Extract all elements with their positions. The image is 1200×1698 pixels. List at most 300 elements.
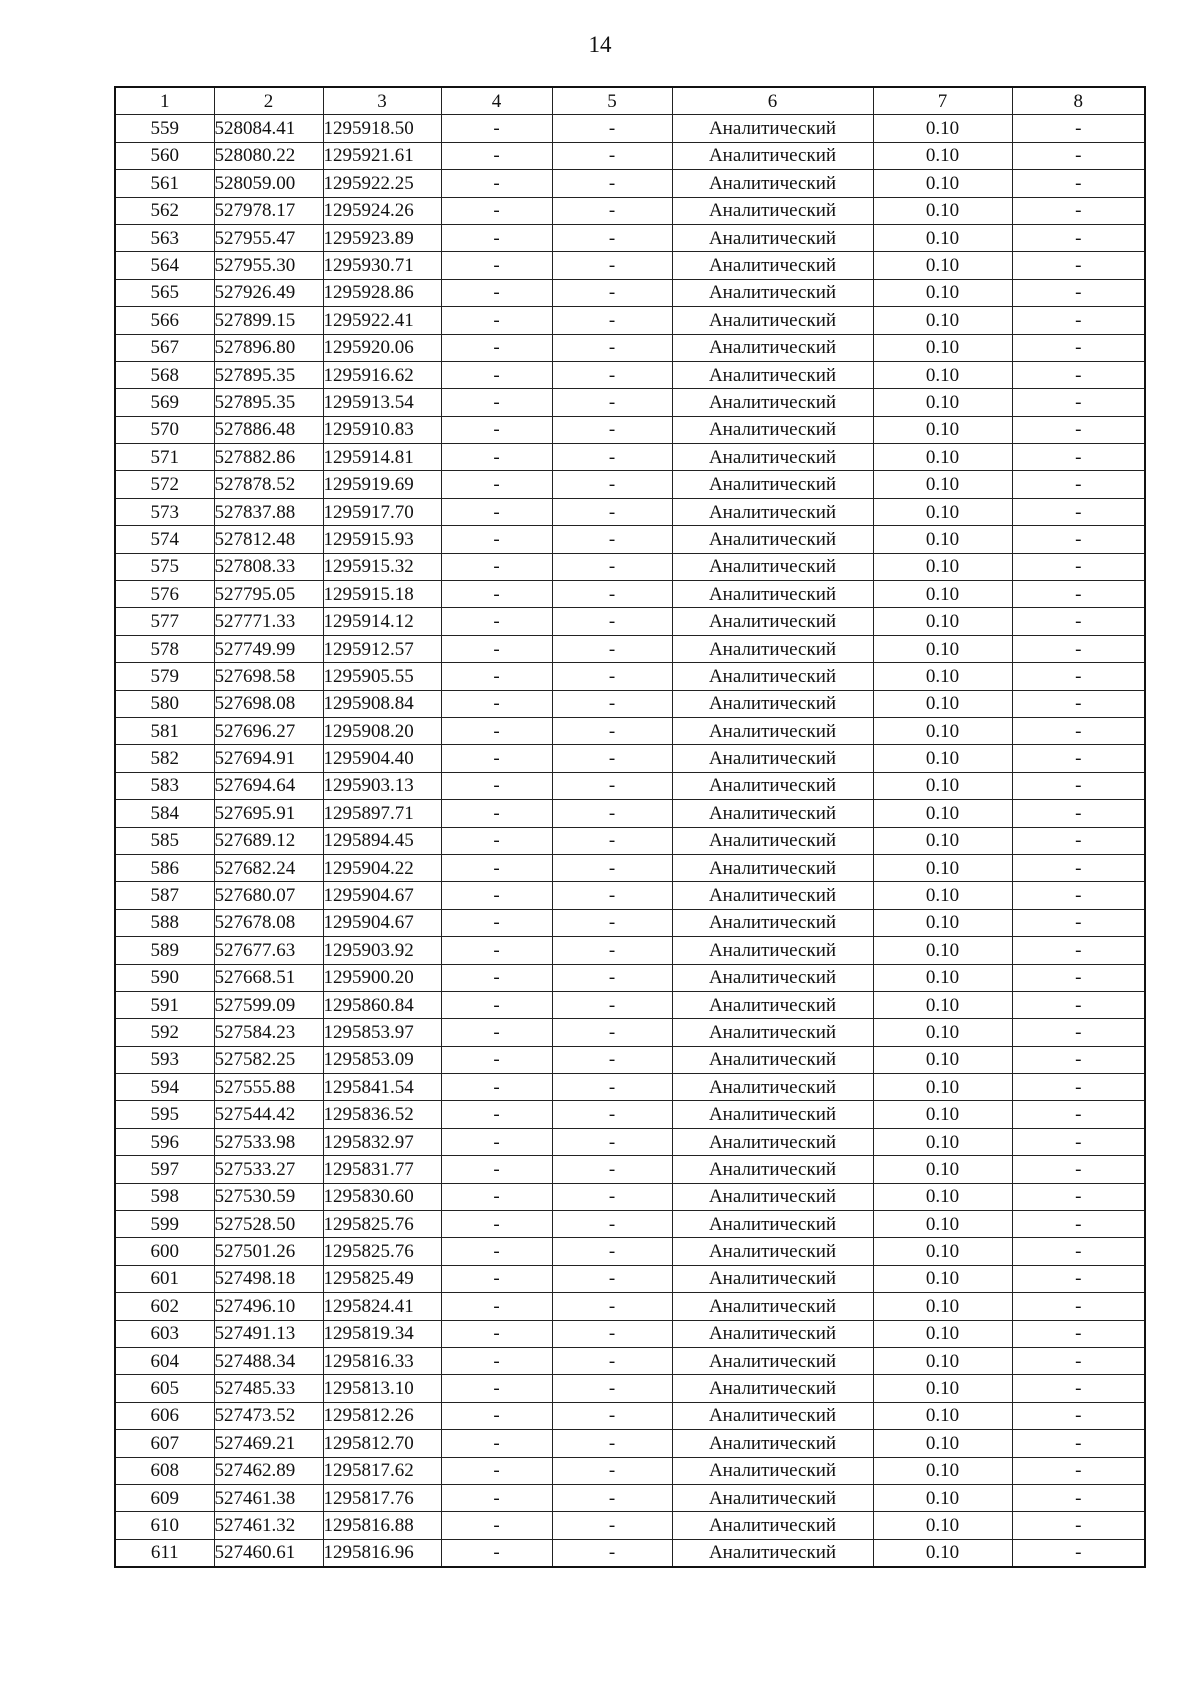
coordinate-y-cell: 1295900.20 [323,964,441,991]
point-number-cell: 577 [115,608,214,635]
accuracy-cell: 0.10 [873,1183,1012,1210]
coordinate-y-cell: 1295923.89 [323,224,441,251]
coordinate-x-cell: 528080.22 [214,142,323,169]
column-8-cell: - [1012,635,1145,662]
column-8-cell: - [1012,991,1145,1018]
column-4-cell: - [441,170,552,197]
table-row [115,471,1145,498]
point-number-cell: 563 [115,224,214,251]
column-8-cell: - [1012,389,1145,416]
method-cell: Аналитический [672,663,873,690]
coordinate-y-cell: 1295860.84 [323,991,441,1018]
column-5-cell: - [552,1211,672,1238]
method-cell: Аналитический [672,142,873,169]
column-4-cell: - [441,471,552,498]
point-number-cell: 571 [115,444,214,471]
coordinate-x-cell: 527491.13 [214,1320,323,1347]
table-row [115,663,1145,690]
coordinate-x-cell: 527955.47 [214,224,323,251]
method-cell: Аналитический [672,608,873,635]
coordinate-x-cell: 527882.86 [214,444,323,471]
coordinate-y-cell: 1295819.34 [323,1320,441,1347]
table-row [115,1484,1145,1511]
table-row [115,745,1145,772]
accuracy-cell: 0.10 [873,1402,1012,1429]
coordinate-y-cell: 1295825.76 [323,1238,441,1265]
column-4-cell: - [441,581,552,608]
point-number-cell: 596 [115,1128,214,1155]
column-5-cell: - [552,690,672,717]
column-4-cell: - [441,279,552,306]
column-4-cell: - [441,1375,552,1402]
coordinate-y-cell: 1295853.09 [323,1046,441,1073]
point-number-cell: 566 [115,307,214,334]
coordinate-x-cell: 527978.17 [214,197,323,224]
column-8-cell: - [1012,882,1145,909]
header-row [115,87,1145,115]
column-5-cell: - [552,1347,672,1374]
coordinate-x-cell: 527668.51 [214,964,323,991]
column-5-cell: - [552,937,672,964]
column-5-cell: - [552,827,672,854]
coordinate-y-cell: 1295894.45 [323,827,441,854]
column-8-cell: - [1012,1375,1145,1402]
method-cell: Аналитический [672,581,873,608]
column-8-cell: - [1012,717,1145,744]
accuracy-cell: 0.10 [873,608,1012,635]
coordinate-y-cell: 1295922.25 [323,170,441,197]
column-8-cell: - [1012,690,1145,717]
column-4-cell: - [441,854,552,881]
column-4-cell: - [441,224,552,251]
column-5-cell: - [552,197,672,224]
column-5-cell: - [552,882,672,909]
coordinate-y-cell: 1295903.13 [323,772,441,799]
accuracy-cell: 0.10 [873,361,1012,388]
column-5-cell: - [552,1484,672,1511]
column-8-cell: - [1012,1457,1145,1484]
column-5-cell: - [552,1512,672,1539]
coordinate-x-cell: 527530.59 [214,1183,323,1210]
column-8-cell: - [1012,1128,1145,1155]
method-cell: Аналитический [672,1019,873,1046]
method-cell: Аналитический [672,526,873,553]
coordinate-y-cell: 1295832.97 [323,1128,441,1155]
point-number-cell: 582 [115,745,214,772]
column-8-cell: - [1012,1211,1145,1238]
coordinate-x-cell: 527771.33 [214,608,323,635]
column-8-cell: - [1012,471,1145,498]
column-5-cell: - [552,1430,672,1457]
column-8-cell: - [1012,1320,1145,1347]
point-number-cell: 587 [115,882,214,909]
coordinate-x-cell: 527694.91 [214,745,323,772]
table-row [115,197,1145,224]
table-row [115,224,1145,251]
method-cell: Аналитический [672,800,873,827]
column-4-cell: - [441,498,552,525]
accuracy-cell: 0.10 [873,882,1012,909]
column-5-cell: - [552,635,672,662]
method-cell: Аналитический [672,1347,873,1374]
coordinate-y-cell: 1295930.71 [323,252,441,279]
column-5-cell: - [552,717,672,744]
column-4-cell: - [441,1156,552,1183]
coordinate-x-cell: 527678.08 [214,909,323,936]
column-8-cell: - [1012,937,1145,964]
coordinate-y-cell: 1295908.84 [323,690,441,717]
point-number-cell: 561 [115,170,214,197]
column-5-cell: - [552,909,672,936]
accuracy-cell: 0.10 [873,717,1012,744]
coordinate-y-cell: 1295924.26 [323,197,441,224]
column-5-cell: - [552,964,672,991]
accuracy-cell: 0.10 [873,800,1012,827]
column-8-cell: - [1012,1347,1145,1374]
column-4-cell: - [441,1074,552,1101]
accuracy-cell: 0.10 [873,772,1012,799]
method-cell: Аналитический [672,745,873,772]
coordinate-y-cell: 1295922.41 [323,307,441,334]
column-8-cell: - [1012,1512,1145,1539]
column-5-cell: - [552,772,672,799]
column-4-cell: - [441,444,552,471]
table-row [115,389,1145,416]
coordinate-y-cell: 1295817.62 [323,1457,441,1484]
column-4-cell: - [441,416,552,443]
column-4-cell: - [441,772,552,799]
column-8-cell: - [1012,142,1145,169]
column-5-cell: - [552,1128,672,1155]
point-number-cell: 605 [115,1375,214,1402]
coordinate-y-cell: 1295813.10 [323,1375,441,1402]
accuracy-cell: 0.10 [873,389,1012,416]
column-5-cell: - [552,991,672,1018]
coordinate-y-cell: 1295920.06 [323,334,441,361]
column-4-cell: - [441,334,552,361]
coordinate-x-cell: 527544.42 [214,1101,323,1128]
point-number-cell: 608 [115,1457,214,1484]
column-8-cell: - [1012,581,1145,608]
coordinate-x-cell: 527696.27 [214,717,323,744]
point-number-cell: 586 [115,854,214,881]
coordinate-y-cell: 1295917.70 [323,498,441,525]
table-row [115,1293,1145,1320]
column-5-cell: - [552,444,672,471]
point-number-cell: 578 [115,635,214,662]
table-row [115,307,1145,334]
coordinate-x-cell: 527955.30 [214,252,323,279]
coordinate-x-cell: 527926.49 [214,279,323,306]
method-cell: Аналитический [672,553,873,580]
method-cell: Аналитический [672,389,873,416]
coordinate-x-cell: 527812.48 [214,526,323,553]
column-5-cell: - [552,279,672,306]
table-row [115,279,1145,306]
column-4-cell: - [441,1484,552,1511]
column-4-cell: - [441,1019,552,1046]
accuracy-cell: 0.10 [873,964,1012,991]
point-number-cell: 583 [115,772,214,799]
method-cell: Аналитический [672,635,873,662]
column-8-cell: - [1012,1539,1145,1567]
method-cell: Аналитический [672,1320,873,1347]
table-row [115,991,1145,1018]
method-cell: Аналитический [672,690,873,717]
accuracy-cell: 0.10 [873,854,1012,881]
column-5-cell: - [552,581,672,608]
coordinate-y-cell: 1295841.54 [323,1074,441,1101]
point-number-cell: 603 [115,1320,214,1347]
column-5-cell: - [552,115,672,142]
accuracy-cell: 0.10 [873,1430,1012,1457]
coordinate-x-cell: 527555.88 [214,1074,323,1101]
coordinate-y-cell: 1295908.20 [323,717,441,744]
column-4-cell: - [441,142,552,169]
column-5-cell: - [552,142,672,169]
point-number-cell: 562 [115,197,214,224]
accuracy-cell: 0.10 [873,170,1012,197]
point-number-cell: 607 [115,1430,214,1457]
accuracy-cell: 0.10 [873,197,1012,224]
coordinate-y-cell: 1295816.96 [323,1539,441,1567]
column-4-cell: - [441,882,552,909]
point-number-cell: 592 [115,1019,214,1046]
column-4-cell: - [441,1293,552,1320]
accuracy-cell: 0.10 [873,1347,1012,1374]
table-row [115,690,1145,717]
coordinate-x-cell: 527528.50 [214,1211,323,1238]
coordinate-x-cell: 527795.05 [214,581,323,608]
coordinate-x-cell: 527584.23 [214,1019,323,1046]
method-cell: Аналитический [672,991,873,1018]
coordinate-y-cell: 1295816.88 [323,1512,441,1539]
coordinate-x-cell: 528084.41 [214,115,323,142]
method-cell: Аналитический [672,1293,873,1320]
coordinate-x-cell: 527680.07 [214,882,323,909]
column-5-cell: - [552,663,672,690]
coordinate-y-cell: 1295910.83 [323,416,441,443]
accuracy-cell: 0.10 [873,1484,1012,1511]
point-number-cell: 593 [115,1046,214,1073]
table-row [115,1019,1145,1046]
coordinate-y-cell: 1295921.61 [323,142,441,169]
table-row [115,115,1145,142]
column-header: 5 [552,87,672,115]
column-header: 2 [214,87,323,115]
coordinate-y-cell: 1295897.71 [323,800,441,827]
table-row [115,1156,1145,1183]
table-body [115,115,1145,1567]
method-cell: Аналитический [672,444,873,471]
method-cell: Аналитический [672,115,873,142]
coordinate-y-cell: 1295913.54 [323,389,441,416]
column-5-cell: - [552,1238,672,1265]
coordinate-x-cell: 527461.32 [214,1512,323,1539]
accuracy-cell: 0.10 [873,334,1012,361]
accuracy-cell: 0.10 [873,1046,1012,1073]
point-number-cell: 601 [115,1265,214,1292]
coordinate-y-cell: 1295904.22 [323,854,441,881]
accuracy-cell: 0.10 [873,1211,1012,1238]
coordinate-x-cell: 527473.52 [214,1402,323,1429]
column-8-cell: - [1012,1156,1145,1183]
column-8-cell: - [1012,1402,1145,1429]
column-8-cell: - [1012,854,1145,881]
table-row [115,1211,1145,1238]
column-header: 7 [873,87,1012,115]
point-number-cell: 576 [115,581,214,608]
table-row [115,800,1145,827]
column-8-cell: - [1012,197,1145,224]
column-8-cell: - [1012,224,1145,251]
table-row [115,1430,1145,1457]
table-row [115,1457,1145,1484]
column-4-cell: - [441,690,552,717]
column-8-cell: - [1012,416,1145,443]
column-8-cell: - [1012,909,1145,936]
table-row [115,416,1145,443]
column-4-cell: - [441,800,552,827]
accuracy-cell: 0.10 [873,1019,1012,1046]
column-4-cell: - [441,663,552,690]
table-row [115,252,1145,279]
column-5-cell: - [552,1265,672,1292]
table-row [115,964,1145,991]
accuracy-cell: 0.10 [873,937,1012,964]
coordinate-x-cell: 527695.91 [214,800,323,827]
method-cell: Аналитический [672,170,873,197]
coordinate-x-cell: 527533.98 [214,1128,323,1155]
table-row [115,635,1145,662]
accuracy-cell: 0.10 [873,279,1012,306]
coordinate-y-cell: 1295916.62 [323,361,441,388]
column-5-cell: - [552,1402,672,1429]
table-row [115,1512,1145,1539]
coordinate-y-cell: 1295914.81 [323,444,441,471]
accuracy-cell: 0.10 [873,690,1012,717]
column-8-cell: - [1012,1293,1145,1320]
column-4-cell: - [441,964,552,991]
coordinate-x-cell: 527582.25 [214,1046,323,1073]
coordinate-x-cell: 528059.00 [214,170,323,197]
point-number-cell: 597 [115,1156,214,1183]
column-8-cell: - [1012,252,1145,279]
point-number-cell: 570 [115,416,214,443]
column-4-cell: - [441,1512,552,1539]
point-number-cell: 604 [115,1347,214,1374]
table-row [115,608,1145,635]
method-cell: Аналитический [672,1512,873,1539]
table-row [115,1101,1145,1128]
column-8-cell: - [1012,800,1145,827]
coordinate-x-cell: 527698.08 [214,690,323,717]
accuracy-cell: 0.10 [873,1539,1012,1567]
column-5-cell: - [552,745,672,772]
column-5-cell: - [552,1101,672,1128]
accuracy-cell: 0.10 [873,1512,1012,1539]
table-row [115,909,1145,936]
column-5-cell: - [552,1046,672,1073]
accuracy-cell: 0.10 [873,1375,1012,1402]
accuracy-cell: 0.10 [873,416,1012,443]
point-number-cell: 567 [115,334,214,361]
point-number-cell: 580 [115,690,214,717]
point-number-cell: 569 [115,389,214,416]
method-cell: Аналитический [672,1128,873,1155]
accuracy-cell: 0.10 [873,1238,1012,1265]
table-row [115,142,1145,169]
coordinate-x-cell: 527698.58 [214,663,323,690]
point-number-cell: 598 [115,1183,214,1210]
column-5-cell: - [552,307,672,334]
method-cell: Аналитический [672,1484,873,1511]
table-row [115,1265,1145,1292]
column-5-cell: - [552,498,672,525]
column-4-cell: - [441,1430,552,1457]
column-8-cell: - [1012,1019,1145,1046]
column-5-cell: - [552,334,672,361]
accuracy-cell: 0.10 [873,991,1012,1018]
column-5-cell: - [552,1156,672,1183]
accuracy-cell: 0.10 [873,471,1012,498]
column-5-cell: - [552,361,672,388]
method-cell: Аналитический [672,1156,873,1183]
coordinate-x-cell: 527886.48 [214,416,323,443]
column-5-cell: - [552,1183,672,1210]
column-5-cell: - [552,416,672,443]
column-5-cell: - [552,389,672,416]
accuracy-cell: 0.10 [873,1074,1012,1101]
table-row [115,444,1145,471]
column-8-cell: - [1012,1484,1145,1511]
table-row [115,1375,1145,1402]
table-row [115,1074,1145,1101]
point-number-cell: 579 [115,663,214,690]
column-4-cell: - [441,635,552,662]
method-cell: Аналитический [672,197,873,224]
table-row [115,717,1145,744]
point-number-cell: 572 [115,471,214,498]
column-4-cell: - [441,937,552,964]
coordinate-y-cell: 1295919.69 [323,471,441,498]
column-4-cell: - [441,1457,552,1484]
column-4-cell: - [441,717,552,744]
accuracy-cell: 0.10 [873,224,1012,251]
method-cell: Аналитический [672,854,873,881]
column-8-cell: - [1012,361,1145,388]
column-8-cell: - [1012,745,1145,772]
coordinate-y-cell: 1295825.76 [323,1211,441,1238]
column-4-cell: - [441,1183,552,1210]
point-number-cell: 559 [115,115,214,142]
method-cell: Аналитический [672,1430,873,1457]
point-number-cell: 599 [115,1211,214,1238]
method-cell: Аналитический [672,1046,873,1073]
accuracy-cell: 0.10 [873,553,1012,580]
method-cell: Аналитический [672,937,873,964]
accuracy-cell: 0.10 [873,498,1012,525]
point-number-cell: 591 [115,991,214,1018]
method-cell: Аналитический [672,416,873,443]
point-number-cell: 585 [115,827,214,854]
point-number-cell: 610 [115,1512,214,1539]
method-cell: Аналитический [672,1539,873,1567]
page-number: 14 [588,32,612,57]
accuracy-cell: 0.10 [873,1293,1012,1320]
column-8-cell: - [1012,170,1145,197]
column-header: 6 [672,87,873,115]
